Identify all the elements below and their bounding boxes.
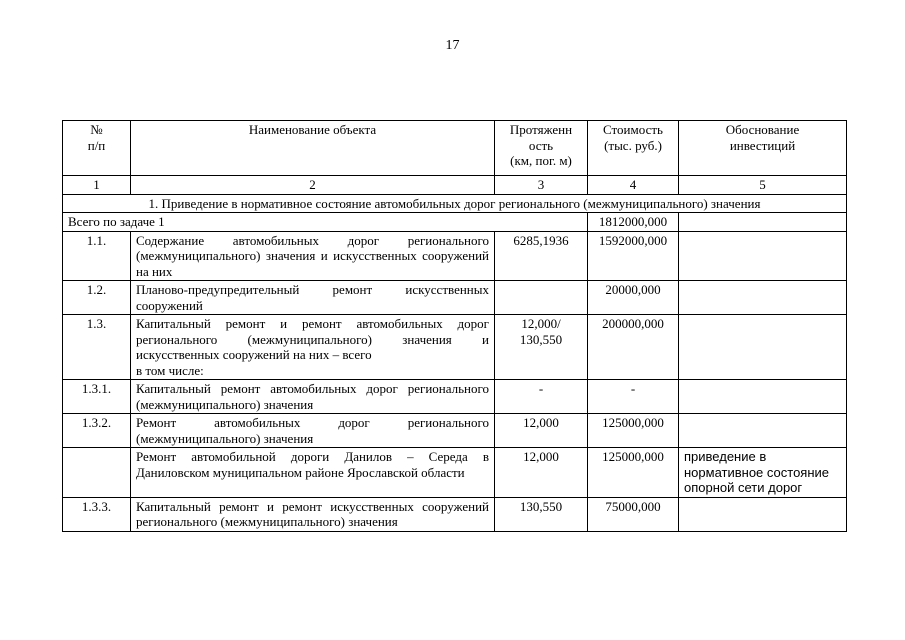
header-num — [63, 121, 131, 176]
page-number: 17 — [445, 38, 460, 53]
table-row — [63, 231, 847, 281]
table-row — [63, 448, 847, 498]
row-basis — [679, 414, 847, 448]
row-name: Ремонт автомобильной дороги Данилов – Середа в Даниловском муниципальном районе Ярославской области — [131, 448, 495, 498]
column-number: 2 — [131, 176, 495, 195]
table-header-row — [63, 121, 847, 176]
row-name: Планово-предупредительный ремонт искусственных сооружений — [131, 281, 495, 315]
row-name: Капитальный ремонт автомобильных дорог регионального (межмуниципального) значения — [131, 380, 495, 414]
row-length-line1: 12,000/ — [521, 316, 561, 331]
header-length-line2: ость — [528, 137, 554, 153]
section-title-row — [63, 194, 847, 213]
row-name: Ремонт автомобильных дорог регионального (межмуниципального) значения — [131, 414, 495, 448]
row-length: 130,550 — [495, 497, 588, 531]
row-cost: 20000,000 — [588, 281, 679, 315]
header-length — [495, 121, 588, 176]
header-basis-line2: инвестиций — [729, 137, 796, 153]
column-number: 1 — [63, 176, 131, 195]
row-cost: - — [588, 380, 679, 414]
total-basis — [679, 213, 847, 232]
table-row — [63, 414, 847, 448]
row-num: 1.3.1. — [63, 380, 131, 414]
row-num: 1.3.3. — [63, 497, 131, 531]
column-number: 3 — [495, 176, 588, 195]
row-cost: 1592000,000 — [588, 231, 679, 281]
table-row — [63, 380, 847, 414]
row-num: 1.1. — [63, 231, 131, 281]
table-row — [63, 281, 847, 315]
total-row — [63, 213, 847, 232]
column-number: 5 — [679, 176, 847, 195]
header-cost-line1: Стоимость — [603, 122, 663, 137]
row-basis — [679, 315, 847, 380]
header-basis-line1: Обоснование — [725, 122, 800, 137]
row-name-main: Капитальный ремонт и ремонт автомобильных дорог регионального (межмуниципального) значения и искусственных сооружений на них – всего — [136, 316, 489, 362]
row-basis — [679, 380, 847, 414]
total-cost: 1812000,000 — [588, 213, 679, 232]
header-basis — [679, 121, 847, 176]
row-cost: 200000,000 — [588, 315, 679, 380]
row-length — [495, 281, 588, 315]
row-num — [63, 448, 131, 498]
row-length: 6285,1936 — [495, 231, 588, 281]
row-name: Содержание автомобильных дорог регионального (межмуниципального) значения и искусственных сооружений на них — [131, 231, 495, 281]
row-name-extra: в том числе: — [136, 362, 204, 378]
row-num: 1.3.2. — [63, 414, 131, 448]
column-numbers-row — [63, 176, 847, 195]
header-num-line1: № — [90, 122, 103, 137]
table-row — [63, 497, 847, 531]
row-length: - — [495, 380, 588, 414]
header-cost-line2: (тыс. руб.) — [604, 137, 662, 153]
section-title: 1. Приведение в нормативное состояние автомобильных дорог регионального (межмуниципального) значения — [63, 194, 847, 213]
row-name — [131, 315, 495, 380]
row-length: 12,000 — [495, 414, 588, 448]
row-basis — [679, 281, 847, 315]
header-length-line1: Протяженн — [509, 122, 573, 137]
row-length: 12,000 — [495, 448, 588, 498]
row-basis: приведение в нормативное состояние опорной сети дорог — [679, 448, 847, 498]
row-cost: 75000,000 — [588, 497, 679, 531]
row-name: Капитальный ремонт и ремонт искусственных сооружений регионального (межмуниципального) значения — [131, 497, 495, 531]
header-cost — [588, 121, 679, 176]
row-basis — [679, 497, 847, 531]
header-num-line2: п/п — [87, 137, 106, 153]
header-name: Наименование объекта — [131, 121, 495, 176]
row-num: 1.2. — [63, 281, 131, 315]
row-cost: 125000,000 — [588, 414, 679, 448]
table-row — [63, 315, 847, 380]
column-number: 4 — [588, 176, 679, 195]
total-label: Всего по задаче 1 — [63, 213, 588, 232]
row-cost: 125000,000 — [588, 448, 679, 498]
row-length-line2: 130,550 — [519, 331, 563, 347]
investment-table — [62, 120, 847, 532]
header-length-line3: (км, пог. м) — [510, 153, 572, 168]
row-num: 1.3. — [63, 315, 131, 380]
row-basis — [679, 231, 847, 281]
row-length — [495, 315, 588, 380]
